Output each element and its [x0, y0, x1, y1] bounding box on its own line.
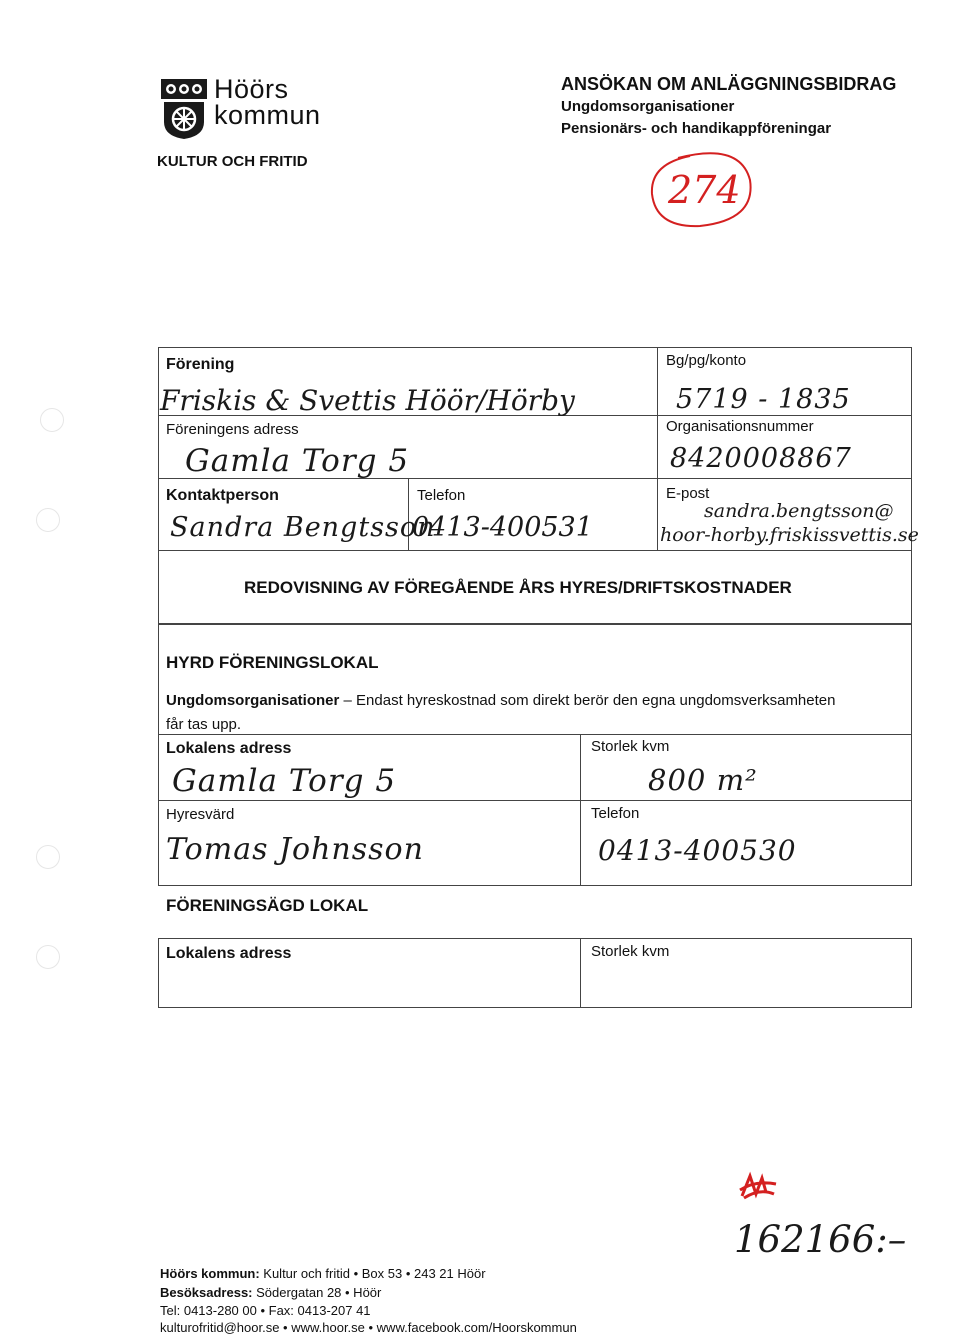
- red-scribble-mark: [736, 1170, 780, 1204]
- form-title: ANSÖKAN OM ANLÄGGNINGSBIDRAG: [561, 74, 897, 94]
- stamp-number: 274: [668, 168, 741, 212]
- department-label: KULTUR OCH FRITID: [157, 153, 308, 170]
- punch-hole-mark: [36, 845, 60, 869]
- logo: [160, 78, 208, 140]
- footer-line-1-rest: Kultur och fritid • Box 53 • 243 21 Höör: [259, 1266, 486, 1281]
- rented-adress-value[interactable]: Gamla Torg 5: [172, 763, 397, 799]
- form-subtitle-1: Ungdomsorganisationer: [561, 98, 735, 115]
- kontakt-telefon-label: Telefon: [417, 487, 466, 504]
- rented-telefon-value[interactable]: 0413-400530: [598, 834, 797, 867]
- adress-label: Föreningens adress: [166, 421, 299, 438]
- rented-storlek-label: Storlek kvm: [591, 738, 670, 755]
- rented-adress-label: Lokalens adress: [166, 740, 292, 757]
- forening-label: Förening: [166, 356, 235, 373]
- form-subtitle-2: Pensionärs- och handikappföreningar: [561, 120, 832, 137]
- forening-value[interactable]: Friskis & Svettis Höör/Hörby: [160, 384, 575, 417]
- footer-line-1: [160, 1266, 486, 1281]
- report-heading: REDOVISNING AV FÖREGÅENDE ÅRS HYRES/DRIFTSKOSTNADER: [244, 578, 792, 597]
- epost-value-line1[interactable]: sandra.bengtsson@: [704, 500, 894, 522]
- rented-note-line2: får tas upp.: [166, 716, 242, 733]
- hyresvard-value[interactable]: Tomas Johnsson: [166, 832, 424, 867]
- crest-icon: [164, 102, 204, 139]
- rented-telefon-label: Telefon: [591, 805, 640, 822]
- rented-note-bold: Ungdomsorganisationer: [166, 692, 340, 709]
- epost-value-line2[interactable]: hoor-horby.friskissvettis.se: [660, 524, 919, 546]
- owned-heading: FÖRENINGSÄGD LOKAL: [166, 896, 369, 915]
- punch-hole-mark: [40, 408, 64, 432]
- epost-label: E-post: [666, 485, 710, 502]
- rented-note-rest: – Endast hyreskostnad som direkt berör den egna ungdomsverksamheten: [339, 692, 836, 709]
- footer-line-4[interactable]: kulturofritid@hoor.se • www.hoor.se • www.facebook.com/Hoorskommun: [160, 1320, 577, 1335]
- owned-adress-label: Lokalens adress: [166, 945, 292, 962]
- footer-line-2-bold: Besöksadress:: [160, 1285, 253, 1300]
- orgnr-value[interactable]: 8420008867: [670, 443, 852, 474]
- footer-line-2: [160, 1285, 381, 1300]
- footer-line-3: Tel: 0413-280 00 • Fax: 0413-207 41: [160, 1303, 371, 1318]
- footer-line-1-bold: Höörs kommun:: [160, 1266, 260, 1281]
- kontakt-telefon-value[interactable]: 0413-400531: [412, 512, 593, 543]
- konto-value[interactable]: 5719 - 1835: [676, 384, 851, 415]
- punch-hole-mark: [36, 945, 60, 969]
- rented-storlek-value[interactable]: 800 m²: [648, 763, 758, 797]
- punch-hole-mark: [36, 508, 60, 532]
- crown-icon: [160, 78, 208, 140]
- kontakt-value[interactable]: Sandra Bengtsson: [170, 512, 436, 543]
- rented-heading: HYRD FÖRENINGSLOKAL: [166, 653, 379, 672]
- owned-storlek-label: Storlek kvm: [591, 943, 670, 960]
- rented-note: [166, 692, 835, 709]
- konto-label: Bg/pg/konto: [666, 352, 747, 369]
- logo-name-line1: Höörs: [214, 74, 289, 104]
- logo-name-line2: kommun: [214, 100, 321, 130]
- handwritten-amount: 162166:–: [734, 1218, 907, 1261]
- adress-value[interactable]: Gamla Torg 5: [185, 443, 410, 479]
- footer-line-2-rest: Södergatan 28 • Höör: [252, 1285, 382, 1300]
- hyresvard-label: Hyresvärd: [166, 806, 235, 823]
- orgnr-label: Organisationsnummer: [666, 418, 814, 435]
- kontakt-label: Kontaktperson: [166, 487, 279, 504]
